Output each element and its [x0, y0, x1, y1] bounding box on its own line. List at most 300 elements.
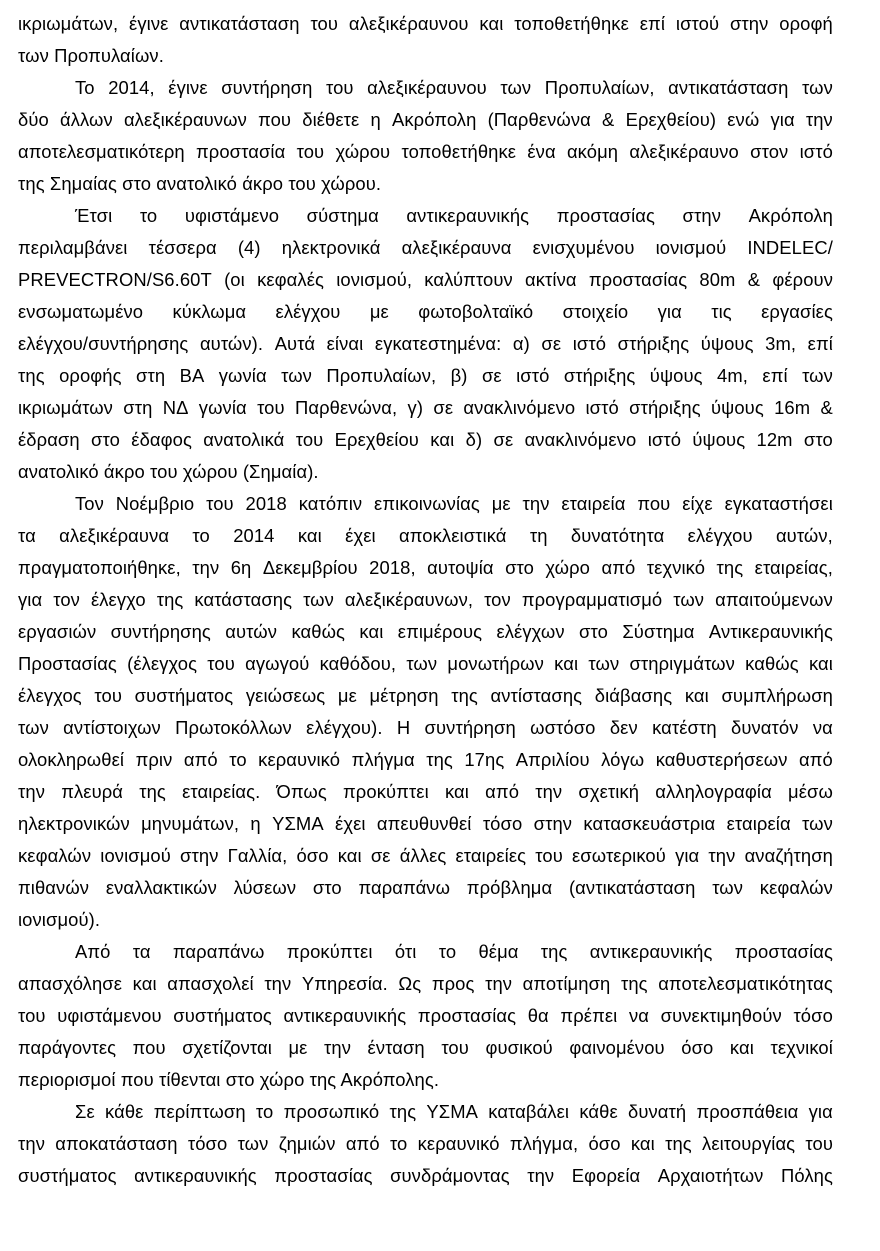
- word: στηριγμάτων: [629, 653, 735, 674]
- word: και: [554, 653, 579, 674]
- word: καθόδου,: [319, 653, 397, 674]
- word: στην: [682, 205, 721, 226]
- word: τοποθετήθηκε: [401, 141, 517, 162]
- word: ΥΣΜΑ: [426, 1101, 479, 1122]
- text-line: [18, 584, 833, 616]
- word: ανακλινόμενο: [524, 429, 637, 450]
- word: επικοινωνίας: [374, 493, 480, 514]
- text-line: [18, 1160, 833, 1192]
- word: την: [18, 781, 45, 802]
- word: από: [799, 749, 833, 770]
- word: ενώ: [727, 109, 760, 130]
- word: στήριξης: [617, 333, 690, 354]
- word: του: [326, 77, 354, 98]
- word: συστήματος: [173, 1005, 272, 1026]
- word: προστασίας: [556, 205, 655, 226]
- word: ΥΣΜΑ: [272, 813, 324, 834]
- word: σε: [370, 845, 391, 866]
- word: Προστασίας: [18, 653, 117, 674]
- word: στη: [136, 365, 166, 386]
- text-line: [18, 1032, 833, 1064]
- word: δυνατόν: [731, 717, 799, 738]
- word: της: [426, 749, 453, 770]
- word: φωτοβολταϊκό: [418, 301, 534, 322]
- word: αντικεραυνικής: [283, 1005, 407, 1026]
- word: που: [637, 493, 671, 514]
- word: απευθυνθεί: [376, 813, 472, 834]
- word: ανατολικά: [203, 429, 285, 450]
- word: αλεξικέραυνα: [59, 525, 170, 546]
- word: των: [802, 365, 833, 386]
- word: λειτουργίας: [702, 1133, 796, 1154]
- word: οροφής: [59, 365, 122, 386]
- word: των: [18, 717, 49, 738]
- word: αναζήτηση: [744, 845, 833, 866]
- word: συνδράμοντας: [390, 1165, 510, 1186]
- word: με: [491, 493, 511, 514]
- text-line: των Προπυλαίων.: [18, 45, 164, 66]
- word: απασχολεί: [167, 973, 254, 994]
- word: την: [192, 557, 220, 578]
- word: τεχνικοί: [770, 1037, 833, 1058]
- word: ιστό: [516, 365, 550, 386]
- word: Παρθενώνα,: [294, 397, 398, 418]
- word: γειώσεως: [245, 685, 326, 706]
- word: παράγοντες: [18, 1037, 117, 1058]
- word: τόσο: [187, 1133, 228, 1154]
- word: επιμέρους: [397, 621, 483, 642]
- word: Αντικεραυνικής: [708, 621, 833, 642]
- word: αυτών: [225, 621, 278, 642]
- paragraph: [18, 1096, 833, 1192]
- word: του: [310, 13, 339, 34]
- word: την: [522, 493, 550, 514]
- word: Ακρόπολη: [748, 205, 833, 226]
- word: προστασίας: [734, 941, 833, 962]
- word: Απριλίου: [515, 749, 590, 770]
- word: περιλαμβάνει: [18, 237, 128, 258]
- word: των: [673, 589, 705, 610]
- word: την: [485, 973, 513, 994]
- word: είχε: [682, 493, 713, 514]
- text-line: [18, 104, 833, 136]
- word: θέμα: [478, 941, 519, 962]
- word: δυνατή: [628, 1101, 687, 1122]
- word: των: [802, 813, 833, 834]
- word: της: [620, 973, 648, 994]
- word: στην: [729, 13, 769, 34]
- word: τη: [529, 525, 548, 546]
- word: και: [359, 621, 384, 642]
- text-line: [18, 72, 833, 104]
- word: αποκατάσταση: [55, 1133, 178, 1154]
- text-line: [18, 872, 833, 904]
- word: Όπως: [276, 781, 327, 802]
- word: παραπάνω: [172, 941, 265, 962]
- word: Γαλλία,: [227, 845, 288, 866]
- word: στοιχείο: [562, 301, 629, 322]
- word: έδραση: [18, 429, 80, 450]
- word: εταιρεία: [726, 813, 791, 834]
- word: τα: [132, 941, 151, 962]
- word: φέρουν: [772, 269, 833, 290]
- word: εταιρεία: [561, 493, 626, 514]
- word: σχετική: [578, 781, 640, 802]
- word: των: [500, 77, 532, 98]
- paragraph: [18, 200, 833, 488]
- word: ιστό: [585, 397, 619, 418]
- word: προστασίας: [588, 269, 688, 290]
- word: ελέγχων: [496, 621, 565, 642]
- word: λύσεων: [233, 877, 297, 898]
- word: του: [441, 1037, 469, 1058]
- word: 80m: [699, 269, 736, 290]
- word: ύψους: [710, 397, 764, 418]
- word: που: [258, 109, 292, 130]
- word: αποτελεσματικότερη: [18, 141, 185, 162]
- word: αποκλειστικά: [399, 525, 507, 546]
- word: μηνυμάτων,: [141, 813, 240, 834]
- word: (4): [237, 237, 261, 258]
- word: αντικεραυνικής: [406, 205, 530, 226]
- text-line: [18, 424, 833, 456]
- word: 2014: [233, 525, 275, 546]
- text-line: [18, 200, 833, 232]
- word: του: [296, 141, 325, 162]
- word: της: [139, 781, 166, 802]
- word: αυτών).: [199, 333, 264, 354]
- word: 2014,: [108, 77, 155, 98]
- word: της: [389, 1101, 417, 1122]
- word: προστασία: [195, 141, 286, 162]
- word: σύστημα: [306, 205, 379, 226]
- word: τις: [711, 301, 732, 322]
- word: των: [237, 1133, 269, 1154]
- word: προς: [431, 973, 475, 994]
- word: της: [451, 685, 478, 706]
- text-line: [18, 552, 833, 584]
- word: υφιστάμενου: [57, 1005, 162, 1026]
- word: κατασκευάστρια: [583, 813, 716, 834]
- text-line: [18, 648, 833, 680]
- word: και: [297, 525, 322, 546]
- word: γωνία: [198, 397, 247, 418]
- text-line: [18, 232, 833, 264]
- word: κεφαλές: [257, 269, 324, 290]
- word: αλεξικέραυνου: [367, 77, 487, 98]
- text-line: [18, 744, 833, 776]
- word: Το: [75, 77, 95, 98]
- word: της: [156, 589, 184, 610]
- word: Υπηρεσία.: [301, 973, 388, 994]
- word: περίπτωση: [153, 1101, 246, 1122]
- word: και: [430, 429, 455, 450]
- word: όσο: [296, 845, 329, 866]
- word: πλευρά: [61, 781, 124, 802]
- word: επί: [639, 13, 666, 34]
- word: για: [770, 109, 795, 130]
- word: ελέγχου/συντήρησης: [18, 333, 189, 354]
- word: και: [479, 13, 504, 34]
- word: του: [295, 429, 324, 450]
- text-line: [18, 680, 833, 712]
- word: επί: [762, 365, 788, 386]
- word: την: [805, 109, 833, 130]
- text-line: [18, 520, 833, 552]
- word: αντικατάσταση: [179, 13, 300, 34]
- word: Σε: [75, 1101, 95, 1122]
- document-text-column: [18, 8, 833, 1192]
- word: αντίστοιχων: [63, 717, 161, 738]
- word: ότι: [394, 941, 417, 962]
- word: αλεξικέραυνο: [629, 141, 739, 162]
- word: πρέπει: [560, 1005, 618, 1026]
- word: ιστό: [572, 333, 607, 354]
- word: προστασίας: [274, 1165, 373, 1186]
- word: &: [747, 269, 761, 290]
- word: οροφή: [779, 13, 833, 34]
- word: να: [812, 717, 833, 738]
- word: ικριωμάτων: [18, 397, 113, 418]
- word: 6η: [230, 557, 252, 578]
- word: ύψους: [692, 429, 746, 450]
- word: λόγω: [601, 749, 645, 770]
- word: ιστό: [799, 141, 833, 162]
- word: ανακλινόμενο: [463, 397, 576, 418]
- word: του: [206, 493, 234, 514]
- word: όσο: [588, 1133, 621, 1154]
- word: αγωγού: [245, 653, 310, 674]
- word: στην: [180, 845, 219, 866]
- word: σε: [481, 365, 502, 386]
- word: ύψους: [700, 333, 754, 354]
- text-line: [18, 712, 833, 744]
- word: πλήγμα,: [509, 1133, 579, 1154]
- word: συντήρηση: [424, 717, 516, 738]
- word: του: [535, 845, 563, 866]
- text-line: [18, 776, 833, 808]
- word: για: [675, 845, 700, 866]
- word: κεραυνικό: [258, 749, 341, 770]
- word: ακόμη: [566, 141, 619, 162]
- word: καθώς: [745, 653, 799, 674]
- word: Από: [75, 941, 111, 962]
- word: Η: [396, 717, 411, 738]
- paragraph: [18, 72, 833, 200]
- text-line: [18, 936, 833, 968]
- text-line: περιορισμοί που τίθενται στο χώρο της Ακρόπολης.: [18, 1069, 440, 1090]
- text-line: [18, 1096, 833, 1128]
- word: του: [257, 397, 285, 418]
- word: από: [183, 749, 218, 770]
- word: μέτρηση: [369, 685, 439, 706]
- word: η: [370, 109, 381, 130]
- word: για: [18, 589, 43, 610]
- word: μέσω: [788, 781, 833, 802]
- word: 2018: [245, 493, 287, 514]
- word: προστασίας: [417, 1005, 517, 1026]
- word: την: [527, 1165, 555, 1186]
- word: συντήρησης: [110, 621, 211, 642]
- word: τον: [53, 589, 80, 610]
- word: συνεκτιμηθούν: [660, 1005, 782, 1026]
- word: 12m: [756, 429, 793, 450]
- word: η: [250, 813, 261, 834]
- word: των: [303, 589, 334, 610]
- word: στήριξης: [629, 397, 701, 418]
- word: καθυστερήσεων: [655, 749, 788, 770]
- word: το: [438, 941, 457, 962]
- word: ιστού: [675, 13, 720, 34]
- word: το: [389, 1133, 408, 1154]
- word: το: [229, 749, 247, 770]
- word: το: [255, 1101, 274, 1122]
- text-line: [18, 136, 833, 168]
- word: αντικατάσταση: [668, 77, 789, 98]
- word: προσωπικό: [283, 1101, 380, 1122]
- text-line: [18, 840, 833, 872]
- word: έλεγχο: [90, 589, 146, 610]
- text-line: [18, 392, 833, 424]
- word: α): [512, 333, 530, 354]
- word: της: [18, 365, 45, 386]
- word: πραγματοποιήθηκε,: [18, 557, 181, 578]
- word: Πόλης: [780, 1165, 833, 1186]
- word: ιστό: [647, 429, 682, 450]
- word: όσο: [681, 1037, 714, 1058]
- word: στο: [91, 429, 120, 450]
- word: από: [345, 1133, 380, 1154]
- word: χώρο: [545, 557, 591, 578]
- word: Σύστημα: [622, 621, 695, 642]
- word: αλεξικέραυνου: [348, 13, 469, 34]
- word: την: [324, 1037, 351, 1058]
- word: Ερεχθείου): [625, 109, 717, 130]
- word: στο: [803, 429, 833, 450]
- word: 17ης: [464, 749, 505, 770]
- word: Εφορεία: [571, 1165, 641, 1186]
- word: ηλεκτρονικών: [18, 813, 130, 834]
- word: ΝΔ: [162, 397, 189, 418]
- word: άλλων: [59, 109, 113, 130]
- text-line: [18, 296, 833, 328]
- word: που: [132, 1037, 166, 1058]
- word: διέθετε: [302, 109, 360, 130]
- word: εταιρείας.: [182, 781, 261, 802]
- word: δύο: [18, 109, 49, 130]
- word: προκύπτει: [343, 781, 429, 802]
- word: την: [264, 973, 292, 994]
- word: ηλεκτρονικά: [281, 237, 381, 258]
- word: ελέγχου).: [306, 717, 383, 738]
- word: (έλεγχος: [127, 653, 198, 674]
- word: κατάστασης: [194, 589, 293, 610]
- text-line: [18, 616, 833, 648]
- word: στον: [750, 141, 789, 162]
- word: της: [665, 1133, 692, 1154]
- word: της: [540, 941, 568, 962]
- paragraph: [18, 936, 833, 1096]
- word: εσωτερικού: [572, 845, 666, 866]
- text-line: ιονισμού).: [18, 909, 101, 930]
- word: εναλλακτικών: [105, 877, 217, 898]
- word: ιονισμού,: [336, 269, 413, 290]
- word: &: [602, 109, 615, 130]
- word: INDELEC/: [747, 237, 833, 258]
- text-line: [18, 360, 833, 392]
- word: αντικεραυνικής: [134, 1165, 257, 1186]
- paragraph: [18, 488, 833, 936]
- word: καταβάλει: [488, 1101, 570, 1122]
- word: ένα: [527, 141, 556, 162]
- word: καλύπτουν: [424, 269, 513, 290]
- word: στο: [312, 877, 342, 898]
- word: ένταση: [367, 1037, 425, 1058]
- word: των: [712, 877, 744, 898]
- word: να: [628, 1005, 649, 1026]
- word: και: [444, 781, 469, 802]
- word: των: [802, 77, 833, 98]
- word: του: [94, 685, 122, 706]
- word: κάθε: [579, 1101, 618, 1122]
- word: 4m,: [717, 365, 748, 386]
- word: και: [337, 845, 362, 866]
- word: δεν: [609, 717, 638, 738]
- word: ελέγχου: [687, 525, 753, 546]
- word: στη: [123, 397, 153, 418]
- word: έδαφος: [131, 429, 192, 450]
- word: συστήματος: [18, 1165, 117, 1186]
- word: ενισχυμένου: [532, 237, 635, 258]
- word: εγκαταστήσει: [724, 493, 833, 514]
- word: Αρχαιοτήτων: [657, 1165, 764, 1186]
- word: ακτίνα: [525, 269, 577, 290]
- word: τοποθετήθηκε: [514, 13, 629, 34]
- word: σε: [433, 397, 454, 418]
- word: του: [805, 1133, 833, 1154]
- word: (Παρθενώνα: [487, 109, 591, 130]
- word: προγραμματισμό: [521, 589, 663, 610]
- word: Τον: [75, 493, 104, 514]
- word: 3m,: [765, 333, 797, 354]
- word: κεραυνικό: [417, 1133, 500, 1154]
- word: τεχνικό: [646, 557, 706, 578]
- word: την: [535, 781, 563, 802]
- word: διάβασης: [594, 685, 673, 706]
- word: ζημιών: [278, 1133, 336, 1154]
- word: Δεκεμβρίου: [262, 557, 358, 578]
- word: παραπάνω: [358, 877, 451, 898]
- word: συντήρηση: [221, 77, 313, 98]
- word: με: [369, 301, 389, 322]
- word: συμπλήρωση: [721, 685, 833, 706]
- word: και: [684, 685, 709, 706]
- text-line: [18, 968, 833, 1000]
- word: Ακρόπολη: [392, 109, 477, 130]
- word: έλεγχος: [18, 685, 82, 706]
- word: το: [139, 205, 158, 226]
- word: Προπυλαίων,: [326, 365, 437, 386]
- word: κεφαλών: [18, 845, 92, 866]
- word: (αντικατάσταση: [568, 877, 696, 898]
- word: το: [192, 525, 210, 546]
- word: φαινομένου: [569, 1037, 665, 1058]
- word: τον: [484, 589, 511, 610]
- word: αυτοψία: [427, 557, 494, 578]
- word: εταιρείες: [455, 845, 527, 866]
- word: σε: [541, 333, 562, 354]
- word: εταιρείας,: [754, 557, 833, 578]
